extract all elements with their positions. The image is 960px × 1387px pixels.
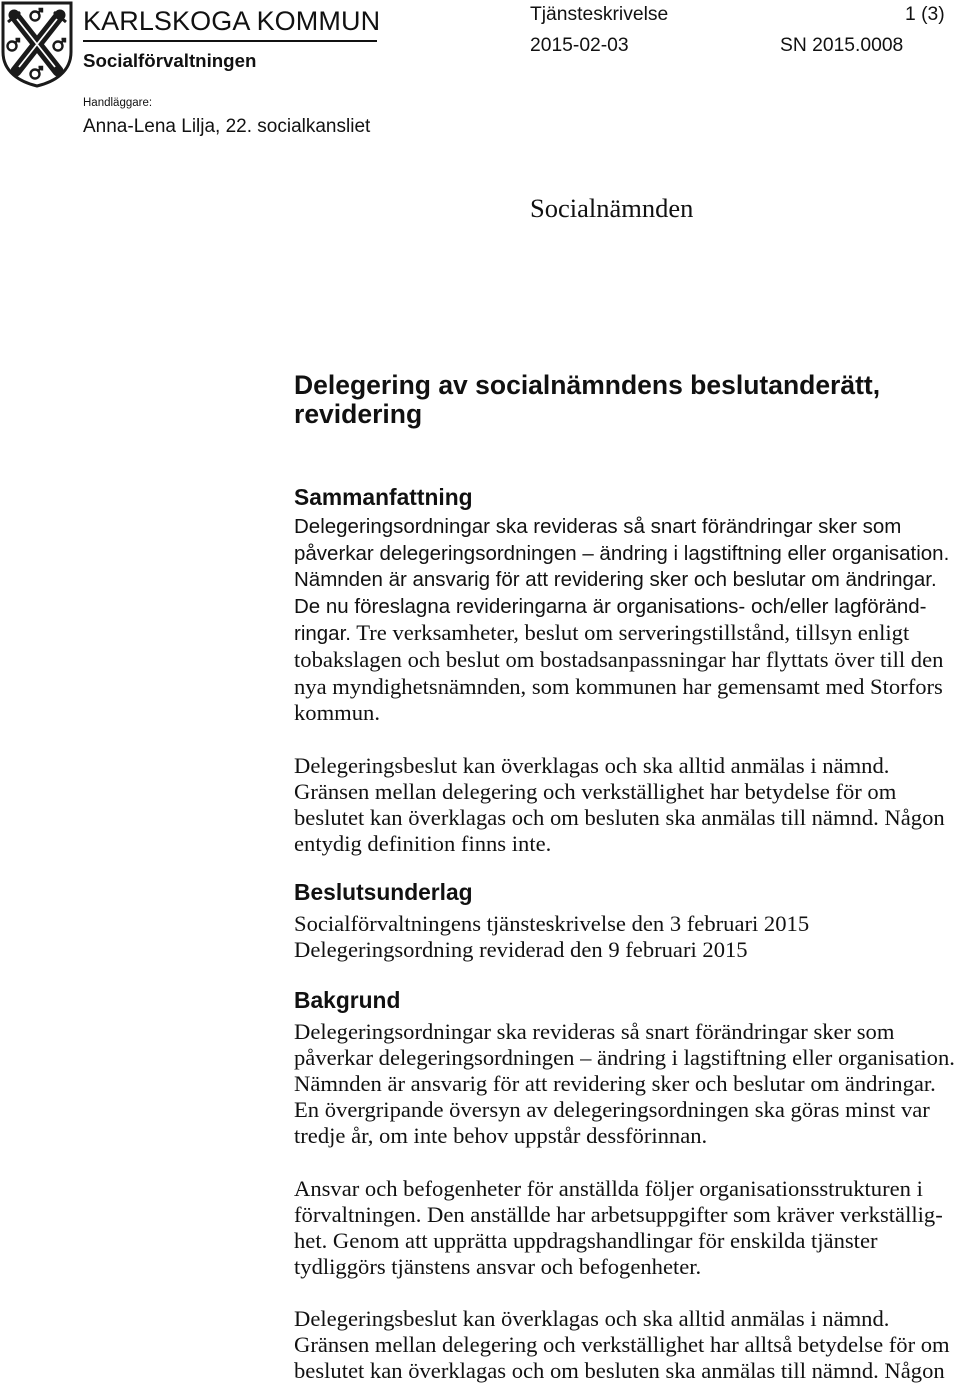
body-line: Delegeringsbeslut kan överklagas och ska alltid anmälas i nämnd. [294,753,890,778]
body-line: beslutet kan överklagas och om besluten ska anmälas till nämnd. Någon [294,805,945,830]
document-date: 2015-02-03 [530,35,629,56]
body-line: Delegeringsordningar ska revideras så snart förändringar sker som [294,1019,895,1044]
background-paragraph [294,1176,943,1280]
summary-paragraph [294,514,949,727]
document-type: Tjänsteskrivelse [530,4,669,25]
decision-basis-list [294,911,809,963]
page-number: 1 (3) [905,4,945,25]
body-line: påverkar delegeringsordningen – ändring i lagstiftning eller organisation. [294,541,950,565]
body-line: förvaltningen. Den anställde har arbetsuppgifter som kräver verkställig- [294,1202,943,1227]
body-line: Delegeringsbeslut kan överklagas och ska alltid anmälas i nämnd. [294,1306,890,1331]
section-heading-background: Bakgrund [294,987,401,1013]
body-line: tredje år, om inte behov uppstår dessförinnan. [294,1123,708,1148]
summary-paragraph [294,753,945,857]
body-line: De nu föreslagna revideringarna är organisations- och/eller lagföränd- [294,594,927,618]
handler-name: Anna-Lena Lilja, 22. socialkansliet [83,116,371,137]
document-title [294,371,880,429]
body-line: beslutet kan överklagas och om besluten ska anmälas till nämnd. Någon [294,1358,945,1383]
section-heading-summary: Sammanfattning [294,484,473,510]
body-line: påverkar delegeringsordningen – ändring i lagstiftning eller organisation. [294,1045,955,1070]
body-line [294,620,949,647]
body-line: entydig definition finns inte. [294,831,552,856]
recipient: Socialnämnden [530,193,694,223]
body-line: Socialförvaltningens tjänsteskrivelse den 3 februari 2015 [294,911,810,936]
body-line: Delegeringsordningar ska revideras så snart förändringar sker som [294,515,902,538]
body-line: Delegeringsordning reviderad den 9 februari 2015 [294,937,748,962]
logo-divider [83,40,377,42]
body-line-segment: Tre verksamheter, beslut om serveringstillstånd, tillsyn enligt [356,620,910,646]
department-name: Socialförvaltningen [83,50,257,71]
case-number: SN 2015.0008 [780,35,904,56]
body-line: kommun. [294,700,380,726]
coat-of-arms-icon [0,0,74,88]
handler-label: Handläggare: [83,97,153,109]
body-line: nya myndighetsnämnden, som kommunen har gemensamt med Storfors [294,673,943,699]
body-line: tobakslagen och beslut om bostadsanpassningar har flyttats över till den [294,646,944,672]
body-line-segment: ringar. [294,622,351,646]
background-paragraph [294,1306,950,1384]
body-line: Nämnden är ansvarig för att revidering sker och beslutar om ändringar. [294,568,937,592]
title-line: Delegering av socialnämndens beslutanderätt, [294,370,881,400]
body-line: Ansvar och befogenheter för anställda följer organisationsstrukturen i [294,1176,923,1201]
body-line: En övergripande översyn av delegeringsordningen ska göras minst var [294,1097,930,1122]
body-line: tydliggörs tjänstens ansvar och befogenheter. [294,1254,702,1279]
body-line: Gränsen mellan delegering och verkställighet har alltså betydelse för om [294,1332,950,1357]
org-name: KARLSKOGA KOMMUN [83,6,381,36]
body-line: Gränsen mellan delegering och verkställighet har betydelse för om [294,779,897,804]
section-heading-decision-basis: Beslutsunderlag [294,879,473,905]
body-line: Nämnden är ansvarig för att revidering sker och beslutar om ändringar. [294,1071,936,1096]
title-line: revidering [294,399,423,429]
background-paragraph [294,1019,955,1149]
body-line: het. Genom att upprätta uppdragshandlingar för enskilda tjänster [294,1228,878,1253]
